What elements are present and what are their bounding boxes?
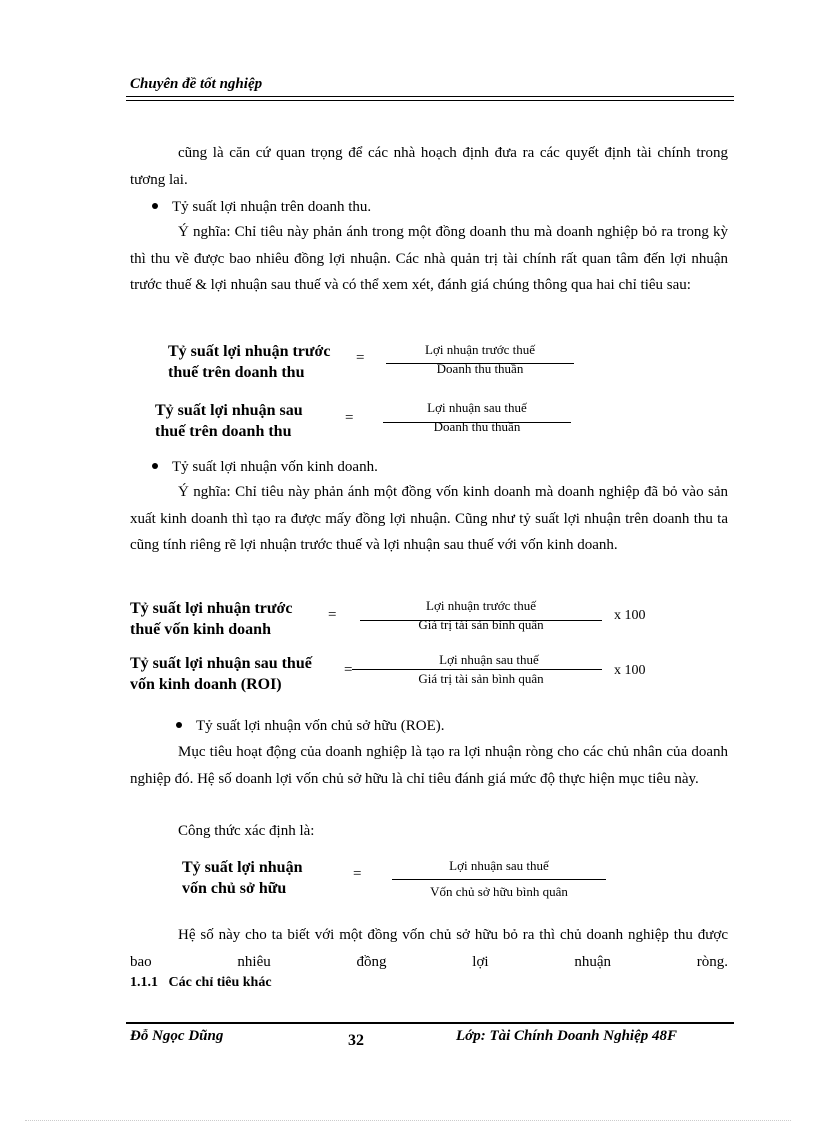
formula-denominator: Vốn chủ sở hữu bình quân <box>430 884 568 899</box>
bullet-text: Tỷ suất lợi nhuận trên doanh thu. <box>172 199 372 215</box>
formula-label-line: Tỷ suất lợi nhuận sau thuế <box>130 655 312 672</box>
header-rule <box>126 96 734 101</box>
formula-denominator: Giá trị tài sản bình quân <box>418 617 544 632</box>
bullet-item <box>152 194 371 220</box>
formula-numerator: Lợi nhuận sau thuế <box>449 858 549 873</box>
formula-label-line: vốn kinh doanh (ROI) <box>130 676 282 693</box>
paragraph-formula-intro: Công thức xác định là: <box>178 823 315 839</box>
fraction-line-lead <box>352 669 376 670</box>
formula-equals: = <box>345 410 354 426</box>
footer-author: Đỗ Ngọc Dũng <box>130 1028 224 1044</box>
paragraph-roe: Mục tiêu hoạt động của doanh nghiệp là tạo ra lợi nhuận ròng cho các chủ nhân của doanh nghiệp đó. Hệ số doanh lợi vốn chủ sở hữu là chỉ tiêu đánh giá mức độ thực hiện mục tiêu này. <box>130 744 728 787</box>
footer-class: Lớp: Tài Chính Doanh Nghiệp 48F <box>456 1028 678 1044</box>
formula-label <box>155 400 303 442</box>
multiplier: x 100 <box>614 663 646 678</box>
formula-label-line: thuế vốn kinh doanh <box>130 621 271 638</box>
formula-equals: = <box>328 607 337 623</box>
section-number: 1.1.1 <box>130 975 158 990</box>
formula-denominator: Doanh thu thuần <box>433 419 521 434</box>
bullet-text: Tỷ suất lợi nhuận vốn kinh doanh. <box>172 459 378 475</box>
formula-label-line: Tỷ suất lợi nhuận <box>182 859 303 876</box>
formula-label-line: Tỷ suất lợi nhuận trước <box>168 343 331 360</box>
section-heading <box>130 975 272 991</box>
bullet-icon <box>152 203 158 209</box>
bullet-text: Tỷ suất lợi nhuận vốn chủ sở hữu (ROE). <box>196 718 445 734</box>
formula-label <box>168 341 344 383</box>
header-title: Chuyên đề tốt nghiệp <box>130 76 263 92</box>
formula-equals: = <box>353 866 362 882</box>
formula-denominator: Doanh thu thuần <box>436 361 524 376</box>
section-title: Các chỉ tiêu khác <box>168 975 272 990</box>
fraction-line <box>376 669 602 670</box>
bullet-item <box>152 454 378 480</box>
formula-label-line: Tỷ suất lợi nhuận sau <box>155 402 303 419</box>
formula-numerator: Lợi nhuận trước thuế <box>425 342 535 357</box>
formula-numerator: Lợi nhuận sau thuế <box>439 652 539 667</box>
bullet-icon <box>152 463 158 469</box>
formula-label <box>130 653 312 695</box>
bullet-item <box>176 713 445 739</box>
formula-label <box>130 598 292 640</box>
footer-rule <box>126 1022 734 1024</box>
bullet-icon <box>176 722 182 728</box>
formula-label-line: Tỷ suất lợi nhuận trước <box>130 600 293 617</box>
formula-denominator: Giá trị tài sản bình quân <box>418 671 544 686</box>
multiplier: x 100 <box>614 608 646 623</box>
formula-equals: = <box>356 350 365 366</box>
paragraph-conclusion: Hệ số này cho ta biết với một đồng vốn chủ sở hữu bỏ ra thì chủ doanh nghiệp thu được bao nhiêu đồng lợi nhuận ròng. <box>130 927 728 970</box>
formula-label-line: thuế trên doanh thu <box>155 423 292 440</box>
formula-numerator: Lợi nhuận trước thuế <box>426 598 536 613</box>
formula-label <box>182 857 302 899</box>
paragraph-intro: cũng là căn cứ quan trọng để các nhà hoạch định đưa ra các quyết định tài chính trong tương lai. <box>130 145 728 188</box>
paragraph-meaning-capital: Ý nghĩa: Chỉ tiêu này phản ánh một đồng vốn kinh doanh mà doanh nghiệp đã bỏ vào sản xuất kinh doanh thì tạo ra được mấy đồng lợi nhuận. Cũng như tỷ suất lợi nhuận trên doanh thu ta cũng tính riêng rẽ lợi nhuận trước thuế và lợi nhuận sau thuế với vốn kinh doanh. <box>130 484 728 553</box>
paragraph-meaning-revenue: Ý nghĩa: Chỉ tiêu này phản ánh trong một đồng doanh thu mà doanh nghiệp bỏ ra trong kỳ thì thu về được bao nhiêu đồng lợi nhuận. Các nhà quản trị tài chính rất quan tâm đến lợi nhuận trước thuế & lợi nhuận sau thuế và có thể xem xét, đánh giá chúng thông qua hai chỉ tiêu sau: <box>130 224 728 293</box>
formula-label-line: thuế trên doanh thu <box>168 364 305 381</box>
page-number: 32 <box>348 1032 364 1049</box>
page-edge <box>25 1120 791 1121</box>
formula-equals: = <box>344 662 353 678</box>
formula-label-line: vốn chủ sở hữu <box>182 880 287 897</box>
formula-numerator: Lợi nhuận sau thuế <box>427 400 527 415</box>
fraction-line <box>392 879 606 880</box>
